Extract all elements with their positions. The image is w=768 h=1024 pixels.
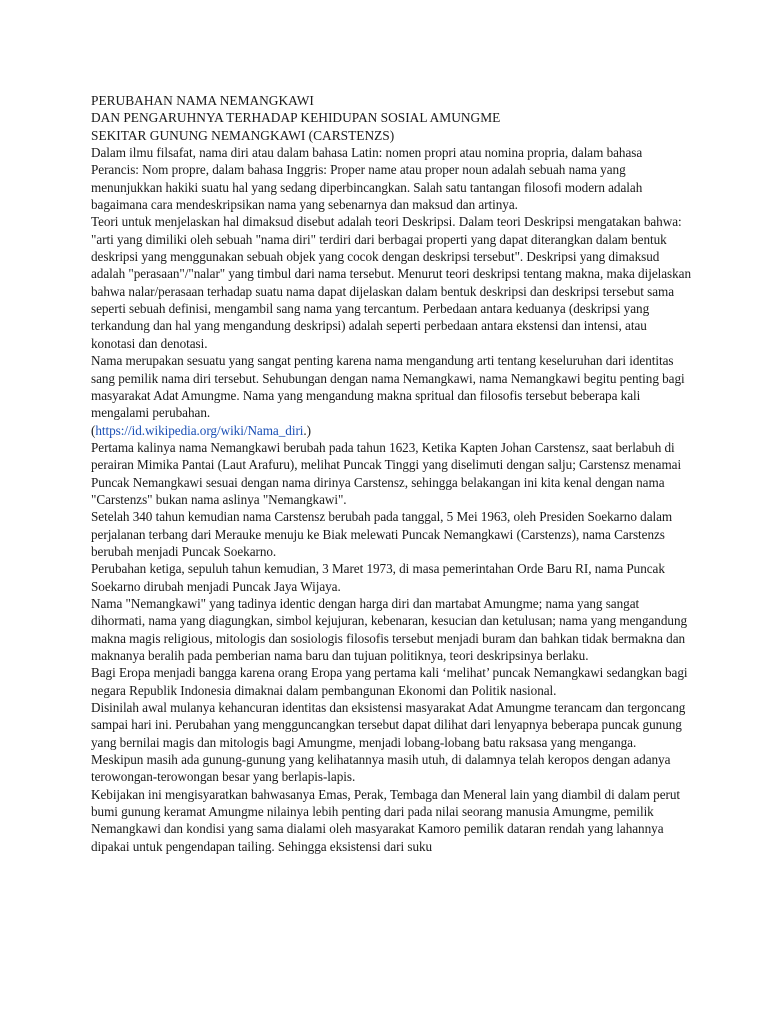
paragraph-first-change: Pertama kalinya nama Nemangkawi berubah pada tahun 1623, Ketika Kapten Johan Carstensz, saat berlabuh di perairan Mimika Pantai (Laut Arafuru), melihat Puncak Tinggi yang diselimuti dengan salju; Carstensz menamai Puncak Nemangkawi sesuai dengan nama dirinya Carstensz, sehingga belakangan ini kita kenal dengan nama "Carstenzs" bukan nama aslinya "Nemangkawi". <box>91 439 682 507</box>
link-open-paren: ( <box>91 422 96 438</box>
paragraph-name-importance-text: Nama merupakan sesuatu yang sangat penting karena nama mengandung arti tentang keseluruhan dari identitas sang pemilik nama diri tersebut. Sehubungan dengan nama Nemangkawi, nama Nemangkawi begitu penting bagi masyarakat Adat Amungme. Nama yang mengandung makna spritual dan filosofis tersebut beberapa kali mengalami perubahan. <box>91 353 685 421</box>
paragraph-policy: Kebijakan ini mengisyaratkan bahwasanya Emas, Perak, Tembaga dan Meneral lain yang diambil di dalam perut bumi gunung keramat Amungme nilainya lebih penting dari pada nilai seorang manusia Amungme, pemilik Nemangkawi dan kondisi yang sama dialami oleh masyarakat Kamoro pemilik dataran rendah yang lahannya dipakai untuk pengendapan tailing. Sehingga eksistensi dari suku <box>91 786 681 854</box>
paragraph-europe-indonesia: Bagi Eropa menjadi bangga karena orang Eropa yang pertama kali ‘melihat’ puncak Nemangkawi sedangkan bagi negara Republik Indonesia dimaknai dalam pembangunan Ekonomi dan Politik nasional. <box>91 665 688 698</box>
title-line-3: SEKITAR GUNUNG NEMANGKAWI (CARSTENZS) <box>91 127 395 143</box>
link-close-paren: .) <box>303 422 311 438</box>
wikipedia-link[interactable]: https://id.wikipedia.org/wiki/Nama_diri <box>95 422 304 438</box>
paragraph-definition: Dalam ilmu filsafat, nama diri atau dalam bahasa Latin: nomen propri atau nomina propria, dalam bahasa Perancis: Nom propre, dalam bahasa Inggris: Proper name atau proper noun adalah sebuah nama yang menunjukkan hakiki suatu hal yang sedang diperbincangkan. Salah satu tantangan filosofi modern adalah bagaimana cara mendeskripsikan nama yang sebenarnya dan maksud dan artinya. <box>91 145 643 213</box>
paragraph-description-theory: Teori untuk menjelaskan hal dimaksud disebut adalah teori Deskripsi. Dalam teori Deskripsi mengatakan bahwa: "arti yang dimiliki oleh sebuah "nama diri" terdiri dari berbagai properti yang dapat diterangkan dalam bentuk deskripsi yang menggunakan sebuah objek yang cocok dengan deskripsi tersebut". Deskripsi yang dimaksud adalah "perasaan"/"nalar" yang timbul dari nama tersebut. Menurut teori deskripsi tentang makna, maka dijelaskan bahwa nalar/perasaan terhadap suatu nama dapat dijelaskan dalam bentuk deskripsi dan deskripsi tersebut sama seperti sebuah definisi, mengambil sang nama yang tercantum. Perbedaan antara keduanya (deskripsi yang terkandung dan hal yang mengandung deskripsi) adalah seperti perbedaan antara ekstensi dan intensi, atau konotasi dan denotasi. <box>91 214 692 351</box>
paragraph-name-meaning: Nama "Nemangkawi" yang tadinya identic dengan harga diri dan martabat Amungme; nama yang sangat dihormati, nama yang diagungkan, simbol kejujuran, kebenaran, kesucian dan ketulusan; nama yang mengandung makna magis religious, mitologis dan sosiologis filosofis tersebut menjadi buram dan bahkan tidak bermakna dan maknanya beralih pada pemberian nama baru dan tujuan politiknya, teori deskripsinya berlaku. <box>91 595 688 663</box>
paragraph-name-importance <box>91 352 691 439</box>
paragraph-identity-destruction: Disinilah awal mulanya kehancuran identitas dan eksistensi masyarakat Adat Amungme terancam dan tergoncang sampai hari ini. Perubahan yang mengguncangkan tersebut dapat dilihat dari lenyapnya beberapa puncak gunung yang bernilai magis dan mitologis bagi Amungme, menjadi lobang-lobang batu raksasa yang menganga. Meskipun masih ada gunung-gunung yang kelihatannya masih utuh, di dalamnya telah keropos dengan adanya terowongan-terowongan besar yang berlapis-lapis. <box>91 700 686 785</box>
document-page <box>91 92 691 855</box>
paragraph-second-change: Setelah 340 tahun kemudian nama Carstensz berubah pada tanggal, 5 Mei 1963, oleh Presiden Soekarno dalam perjalanan terbang dari Merauke menuju ke Biak melewati Puncak Nemangkawi (Carstenzs), nama Carstenzs berubah menjadi Puncak Soekarno. <box>91 509 673 559</box>
document-title <box>91 92 691 144</box>
title-line-1: PERUBAHAN NAMA NEMANGKAWI <box>91 93 314 108</box>
paragraph-third-change: Perubahan ketiga, sepuluh tahun kemudian, 3 Maret 1973, di masa pemerintahan Orde Baru RI, nama Puncak Soekarno dirubah menjadi Puncak Jaya Wijaya. <box>91 561 665 594</box>
title-line-2: DAN PENGARUHNYA TERHADAP KEHIDUPAN SOSIAL AMUNGME <box>91 110 501 126</box>
